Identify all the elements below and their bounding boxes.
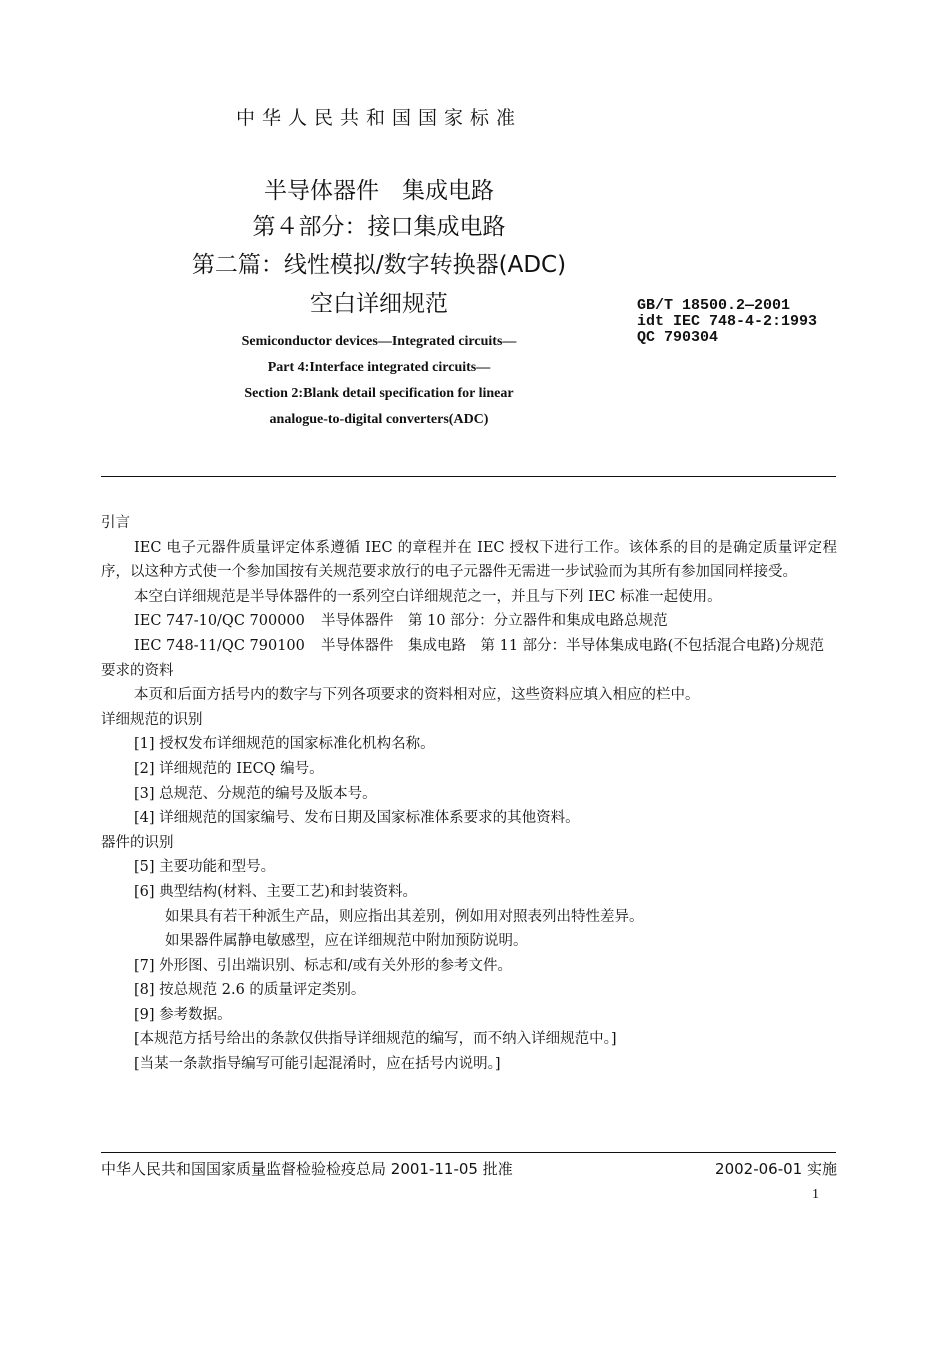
list-item: [2] 详细规范的 IECQ 编号。 [134, 760, 324, 777]
list-item: [4] 详细规范的国家编号、发布日期及国家标准体系要求的其他资料。 [134, 810, 580, 827]
required-paragraph: 本页和后面方括号内的数字与下列各项要求的资料相对应，这些资料应填入相应的栏中。 [134, 687, 700, 704]
spec-id-heading: 详细规范的识别 [101, 711, 203, 728]
list-subitem: 如果器件属静电敏感型，应在详细规范中附加预防说明。 [165, 933, 528, 950]
intro-heading: 引言 [101, 515, 130, 531]
title-line-4: 空白详细规范 [310, 291, 448, 317]
list-item: [5] 主要功能和型号。 [134, 859, 276, 876]
reference-text: 半导体器件 集成电路 第 11 部分：半导体集成电路(不包括混合电路)分规范 [321, 637, 824, 654]
title-line-2: 第４部分：接口集成电路 [252, 214, 506, 240]
title-line-3: 第二篇：线性模拟/数字转换器(ADC) [191, 252, 567, 278]
document-body [101, 511, 837, 1077]
english-title-line: Section 2:Blank detail specification for linear [244, 386, 514, 401]
note-item: [本规范方括号给出的条款仅供指导详细规范的编写，而不纳入详细规范中。] [134, 1031, 617, 1048]
list-item: [3] 总规范、分规范的编号及版本号。 [134, 785, 377, 802]
page-number: 1 [812, 1187, 819, 1202]
header-divider [101, 476, 836, 477]
effective-date: 2002-06-01 实施 [715, 1160, 837, 1178]
english-title-line: Part 4:Interface integrated circuits— [267, 360, 491, 375]
intro-paragraph-2: 本空白详细规范是半导体器件的一系列空白详细规范之一，并且与下列 IEC 标准一起使用。 [134, 588, 722, 605]
list-subitem: 如果具有若干种派生产品，则应指出其差别，例如用对照表列出特性差异。 [165, 908, 644, 925]
english-title-line: analogue-to-digital converters(ADC) [269, 412, 489, 427]
note-item: [当某一条款指导编写可能引起混淆时，应在括号内说明。] [134, 1056, 501, 1073]
standard-org-header: 中华人民共和国国家标准 [235, 107, 522, 129]
list-item: [6] 典型结构(材料、主要工艺)和封装资料。 [134, 883, 417, 900]
intro-paragraph-1: IEC 电子元器件质量评定体系遵循 IEC 的章程并在 IEC 授权下进行工作。该体系的目的是确定质量评定程序，以这种方式使一个参加国按有关规范要求放行的电子元器件无需进一步试验而为其所有参加国同样接受。 [101, 539, 837, 581]
list-item: [9] 参考数据。 [134, 1006, 232, 1023]
required-heading: 要求的资料 [101, 662, 174, 679]
list-item: [1] 授权发布详细规范的国家标准化机构名称。 [134, 736, 435, 753]
approval-text: 中华人民共和国国家质量监督检验检疫总局 2001-11-05 批准 [101, 1160, 513, 1178]
gb-code: GB/T 18500.2—2001 [637, 297, 791, 314]
reference-row [101, 609, 837, 634]
title-line-1: 半导体器件 集成电路 [264, 178, 494, 204]
list-item: [8] 按总规范 2.6 的质量评定类别。 [134, 982, 366, 999]
footer-divider [101, 1152, 836, 1153]
reference-text: 半导体器件 第 10 部分：分立器件和集成电路总规范 [321, 613, 668, 630]
reference-code: IEC 748-11/QC 790100 [134, 637, 305, 654]
reference-row [101, 634, 837, 659]
reference-code: IEC 747-10/QC 700000 [134, 613, 305, 630]
qc-code: QC 790304 [637, 329, 719, 346]
iec-code: idt IEC 748-4-2:1993 [637, 313, 818, 330]
device-id-heading: 器件的识别 [101, 834, 174, 851]
list-item: [7] 外形图、引出端识别、标志和/或有关外形的参考文件。 [134, 957, 513, 974]
english-title-line: Semiconductor devices—Integrated circuits— [241, 334, 517, 349]
